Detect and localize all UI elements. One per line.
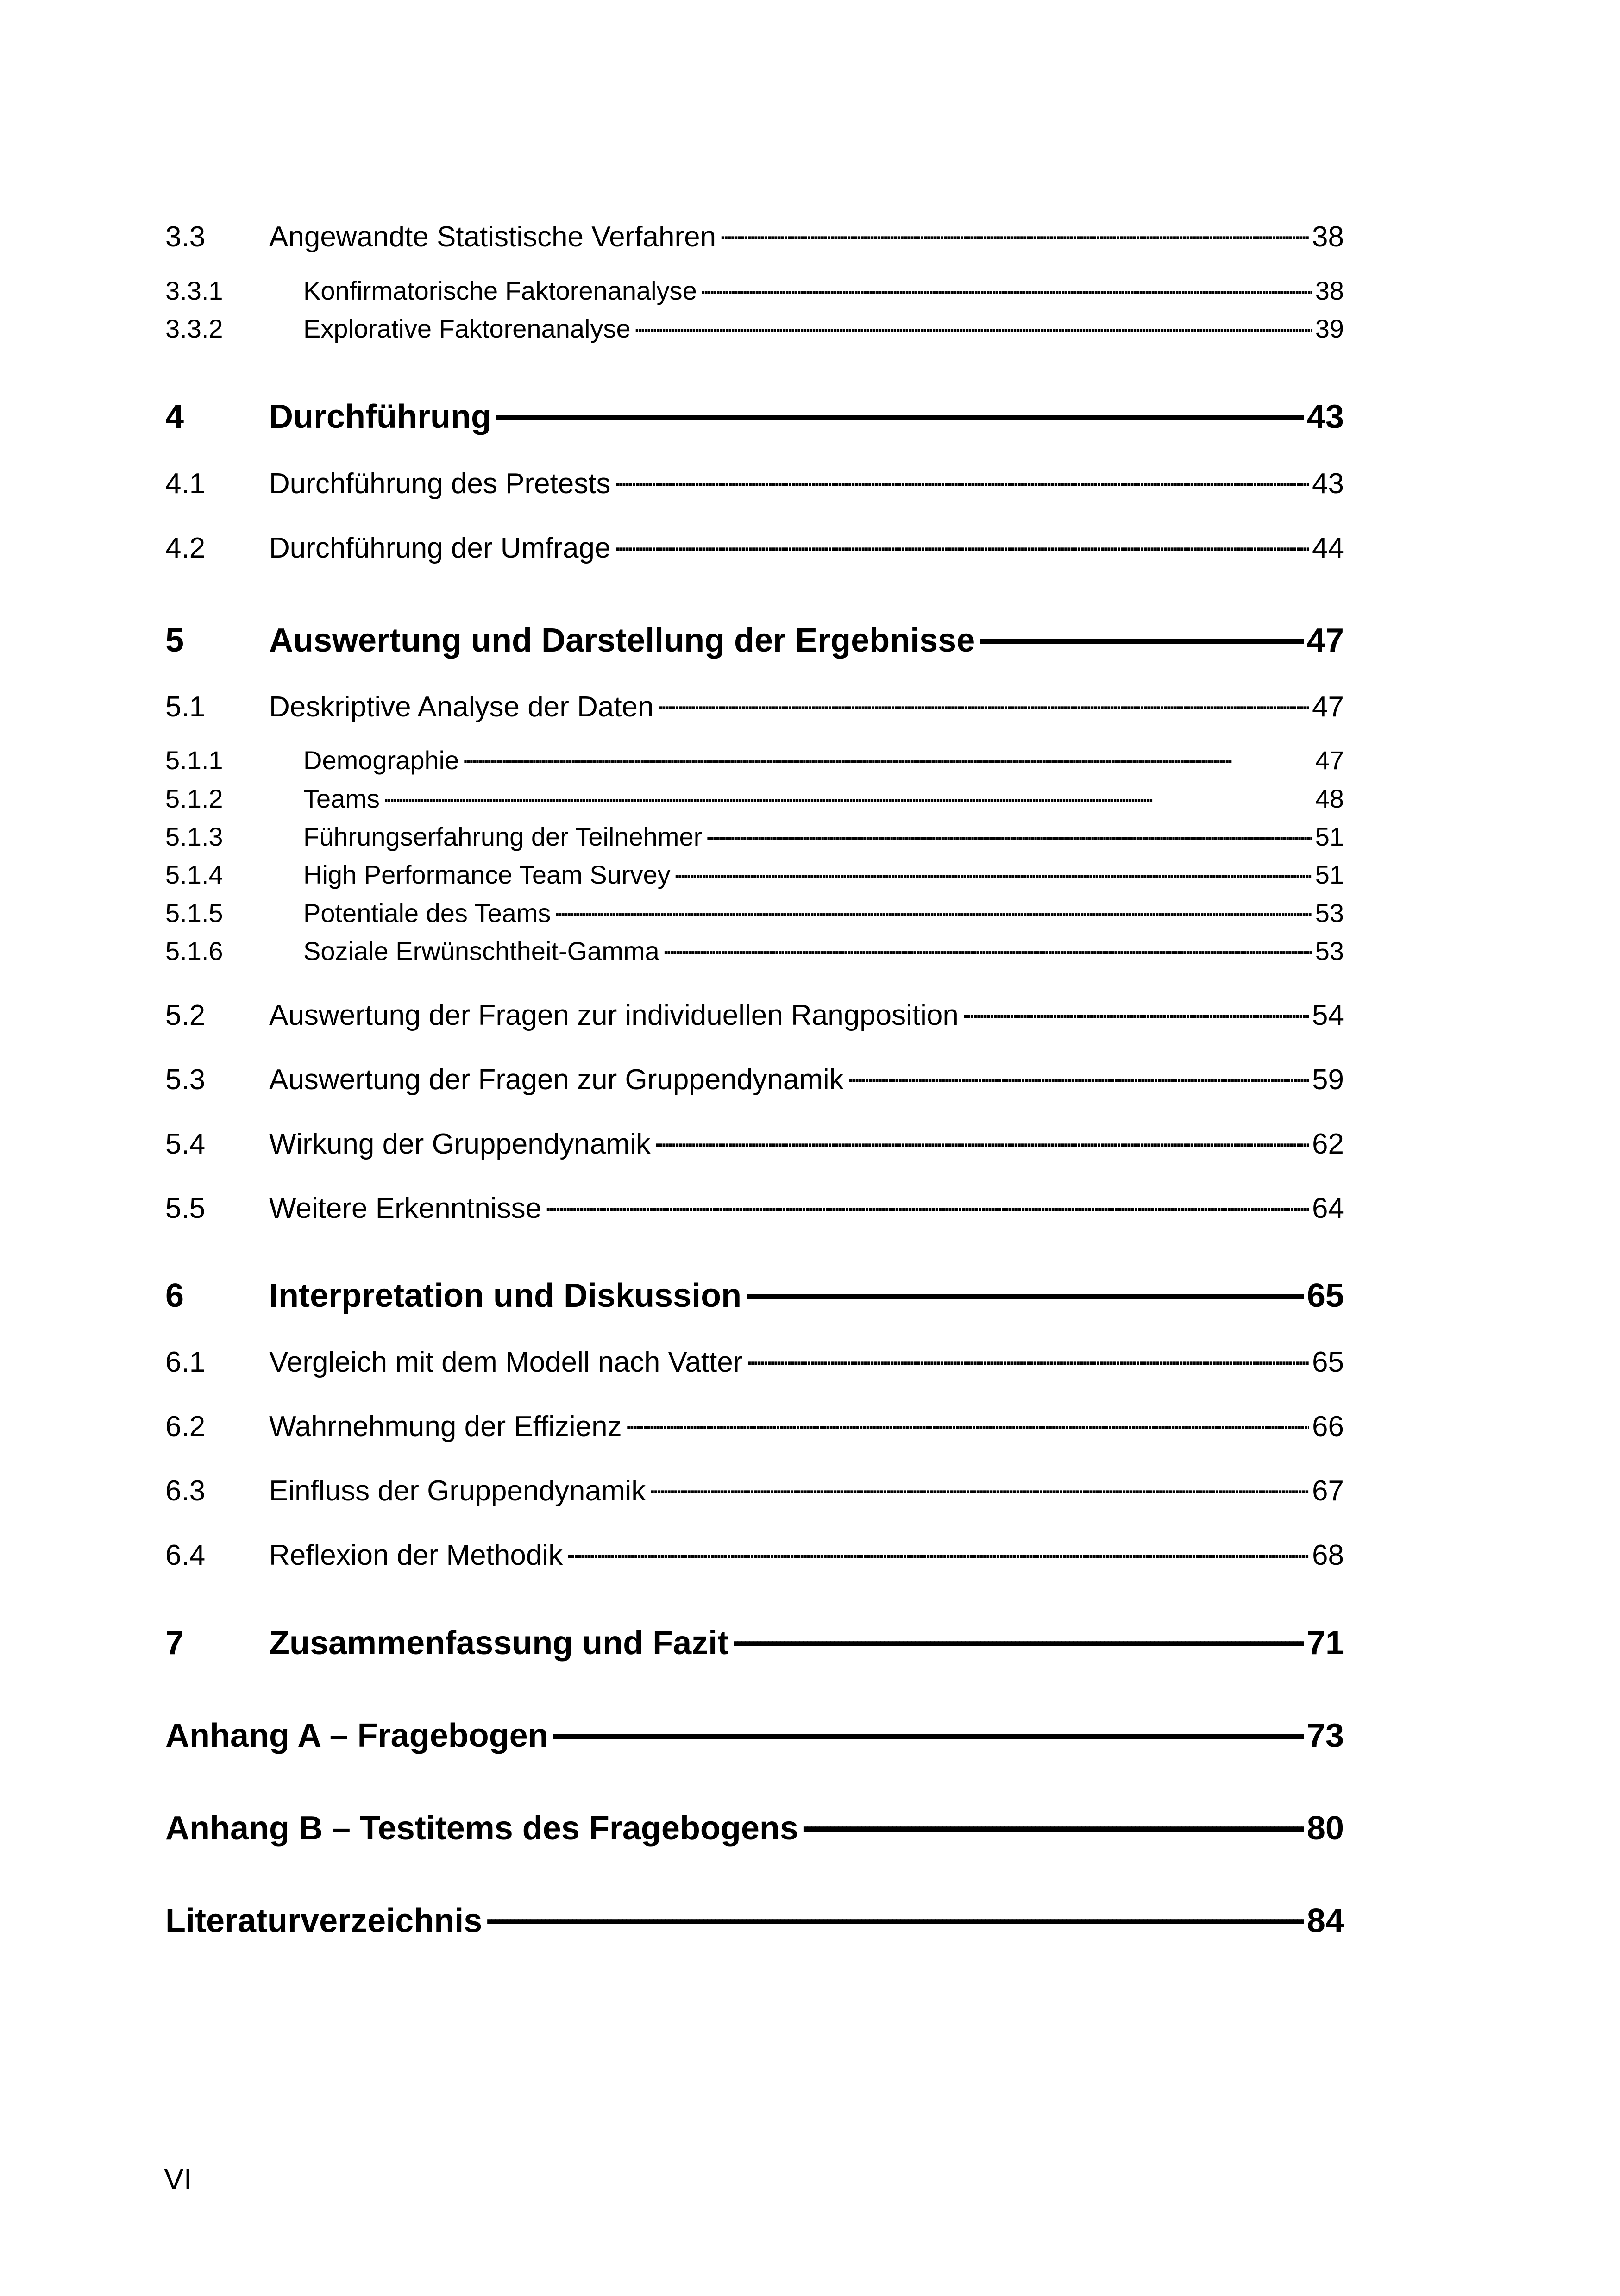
toc-leader-dots — [485, 1899, 1304, 1932]
toc-entry[interactable] — [165, 896, 1344, 928]
toc-number: 5.5 — [165, 1192, 206, 1224]
toc-page-number: 59 — [1312, 1064, 1344, 1096]
toc-entry[interactable] — [165, 618, 1344, 659]
toc-page-number: 54 — [1312, 999, 1344, 1031]
toc-leader-dots — [553, 896, 1312, 922]
toc-entry[interactable] — [165, 218, 1344, 253]
toc-page-number: 43 — [1306, 398, 1344, 435]
toc-leader-dots — [801, 1806, 1304, 1839]
toc-leader-dots — [462, 743, 1312, 769]
toc-page-number: 38 — [1312, 221, 1344, 253]
toc-number: 5.1.3 — [165, 822, 223, 851]
toc-leader-dots — [673, 858, 1312, 884]
toc-entry[interactable] — [165, 1060, 1344, 1096]
toc-title: Auswertung und Darstellung der Ergebnisse — [269, 622, 975, 659]
toc-page-number: 51 — [1315, 860, 1344, 889]
toc-page-number: 53 — [1315, 898, 1344, 928]
toc-title: Wahrnehmung der Effizienz — [269, 1411, 622, 1443]
toc-title: Reflexion der Methodik — [269, 1539, 563, 1571]
toc-title: High Performance Team Survey — [303, 860, 671, 889]
toc-entry[interactable] — [165, 1125, 1344, 1161]
toc-page-number: 73 — [1306, 1717, 1344, 1754]
toc-number: 6.2 — [165, 1411, 206, 1443]
toc-number: 5.1.4 — [165, 860, 223, 889]
toc-title: Durchführung der Umfrage — [269, 532, 611, 564]
toc-number: 6.1 — [165, 1346, 206, 1378]
toc-leader-dots — [978, 618, 1304, 652]
toc-entry[interactable] — [165, 934, 1344, 966]
toc-number: 6 — [165, 1277, 184, 1314]
toc-page-number: 47 — [1312, 691, 1344, 723]
toc-leader-dots — [719, 218, 1309, 246]
toc-entry[interactable] — [165, 820, 1344, 852]
toc-entry[interactable] — [165, 1713, 1344, 1755]
toc-number: 6.3 — [165, 1475, 206, 1507]
toc-entry[interactable] — [165, 782, 1344, 814]
toc-entry[interactable] — [165, 1899, 1344, 1940]
toc-title: Demographie — [303, 746, 459, 775]
toc-title: Literaturverzeichnis — [165, 1902, 483, 1939]
toc-number: 5.1.5 — [165, 898, 223, 928]
toc-leader-dots — [705, 820, 1312, 846]
toc-title: Soziale Erwünschtheit-Gamma — [303, 936, 659, 966]
toc-title: Anhang B – Testitems des Fragebogens — [165, 1810, 798, 1847]
toc-page-number: 47 — [1315, 746, 1344, 775]
toc-leader-dots — [634, 312, 1312, 338]
toc-leader-dots — [662, 934, 1312, 960]
toc-entry[interactable] — [165, 1343, 1344, 1379]
toc-title: Auswertung der Fragen zur Gruppendynamik — [269, 1064, 844, 1096]
toc-leader-dots — [544, 1189, 1309, 1218]
toc-page-number: 64 — [1312, 1192, 1344, 1224]
toc-entry[interactable] — [165, 395, 1344, 436]
toc-title: Führungserfahrung der Teilnehmer — [303, 822, 703, 851]
toc-leader-dots — [744, 1273, 1304, 1307]
toc-entry[interactable] — [165, 858, 1344, 890]
toc-page-number: 53 — [1315, 936, 1344, 966]
toc-number: 5.2 — [165, 999, 206, 1031]
toc-entry[interactable] — [165, 529, 1344, 565]
toc-number: 5.1.1 — [165, 746, 223, 775]
toc-number: 4 — [165, 398, 184, 435]
toc-number: 6.4 — [165, 1539, 206, 1571]
toc-page-number: 65 — [1306, 1277, 1344, 1314]
toc-title: Deskriptive Analyse der Daten — [269, 691, 654, 723]
toc-leader-dots — [625, 1407, 1309, 1436]
toc-page-number: 65 — [1312, 1346, 1344, 1378]
toc-number: 7 — [165, 1625, 184, 1662]
toc-page-number: 71 — [1306, 1625, 1344, 1662]
toc-entry[interactable] — [165, 688, 1344, 723]
toc-page-number: 43 — [1312, 468, 1344, 500]
toc-entry[interactable] — [165, 996, 1344, 1032]
toc-entry[interactable] — [165, 312, 1344, 344]
toc-title: Explorative Faktorenanalyse — [303, 314, 631, 343]
toc-title: Durchführung — [269, 398, 491, 435]
toc-entry[interactable] — [165, 1273, 1344, 1315]
toc-number: 4.1 — [165, 468, 206, 500]
toc-entry[interactable] — [165, 1806, 1344, 1847]
toc-leader-dots — [700, 274, 1312, 300]
toc-leader-dots — [648, 1472, 1309, 1500]
toc-title: Anhang A – Fragebogen — [165, 1717, 548, 1754]
toc-number: 5.1.6 — [165, 936, 223, 966]
toc-number: 4.2 — [165, 532, 206, 564]
toc-title: Potentiale des Teams — [303, 898, 551, 928]
toc-entry[interactable] — [165, 1621, 1344, 1662]
toc-title: Angewandte Statistische Verfahren — [269, 221, 716, 253]
toc-title: Zusammenfassung und Fazit — [269, 1625, 729, 1662]
toc-entry[interactable] — [165, 1407, 1344, 1443]
toc-page-number: 38 — [1315, 276, 1344, 305]
toc-entry[interactable] — [165, 1189, 1344, 1225]
toc-leader-dots — [745, 1343, 1309, 1372]
toc-title: Teams — [303, 784, 380, 813]
toc-title: Wirkung der Gruppendynamik — [269, 1128, 651, 1160]
toc-title: Auswertung der Fragen zur individuellen Rangposition — [269, 999, 959, 1031]
toc-page-number: 80 — [1306, 1810, 1344, 1847]
toc-page-number: 47 — [1306, 622, 1344, 659]
toc-page-number: 62 — [1312, 1128, 1344, 1160]
toc-number: 5.4 — [165, 1128, 206, 1160]
toc-title: Weitere Erkenntnisse — [269, 1192, 542, 1224]
toc-entry[interactable] — [165, 274, 1344, 306]
toc-leader-dots — [551, 1713, 1304, 1747]
toc-page-number: 44 — [1312, 532, 1344, 564]
toc-page-number: 67 — [1312, 1475, 1344, 1507]
toc-number: 3.3.2 — [165, 314, 223, 343]
toc-number: 5.3 — [165, 1064, 206, 1096]
toc-number: 3.3 — [165, 221, 206, 253]
toc-leader-dots — [383, 782, 1312, 808]
toc-leader-dots — [731, 1621, 1304, 1654]
toc-page-number: 51 — [1315, 822, 1344, 851]
toc-leader-dots — [847, 1060, 1309, 1089]
toc-leader-dots — [961, 996, 1309, 1025]
toc-number: 5.1.2 — [165, 784, 223, 813]
toc-title: Interpretation und Diskussion — [269, 1277, 742, 1314]
toc-entry[interactable] — [165, 1472, 1344, 1507]
toc-title: Vergleich mit dem Modell nach Vatter — [269, 1346, 743, 1378]
toc-number: 5.1 — [165, 691, 206, 723]
toc-page-number: 66 — [1312, 1411, 1344, 1443]
toc-number: 3.3.1 — [165, 276, 223, 305]
toc-page-number: 84 — [1306, 1902, 1344, 1939]
toc-leader-dots — [613, 529, 1309, 558]
toc-entry[interactable] — [165, 464, 1344, 500]
toc-leader-dots — [653, 1125, 1309, 1154]
toc-page-number: 39 — [1315, 314, 1344, 343]
toc-leader-dots — [614, 464, 1310, 493]
toc-title: Einfluss der Gruppendynamik — [269, 1475, 646, 1507]
toc-title: Konfirmatorische Faktorenanalyse — [303, 276, 697, 305]
toc-page-number: 48 — [1315, 784, 1344, 813]
toc-leader-dots — [565, 1536, 1309, 1565]
toc-entry[interactable] — [165, 1536, 1344, 1572]
toc-leader-dots — [657, 688, 1310, 716]
toc-leader-dots — [494, 395, 1304, 428]
page-number-footer: VI — [164, 2162, 192, 2196]
toc-title: Durchführung des Pretests — [269, 468, 611, 500]
toc-entry[interactable] — [165, 743, 1344, 775]
toc-page-number: 68 — [1312, 1539, 1344, 1571]
toc-number: 5 — [165, 622, 184, 659]
